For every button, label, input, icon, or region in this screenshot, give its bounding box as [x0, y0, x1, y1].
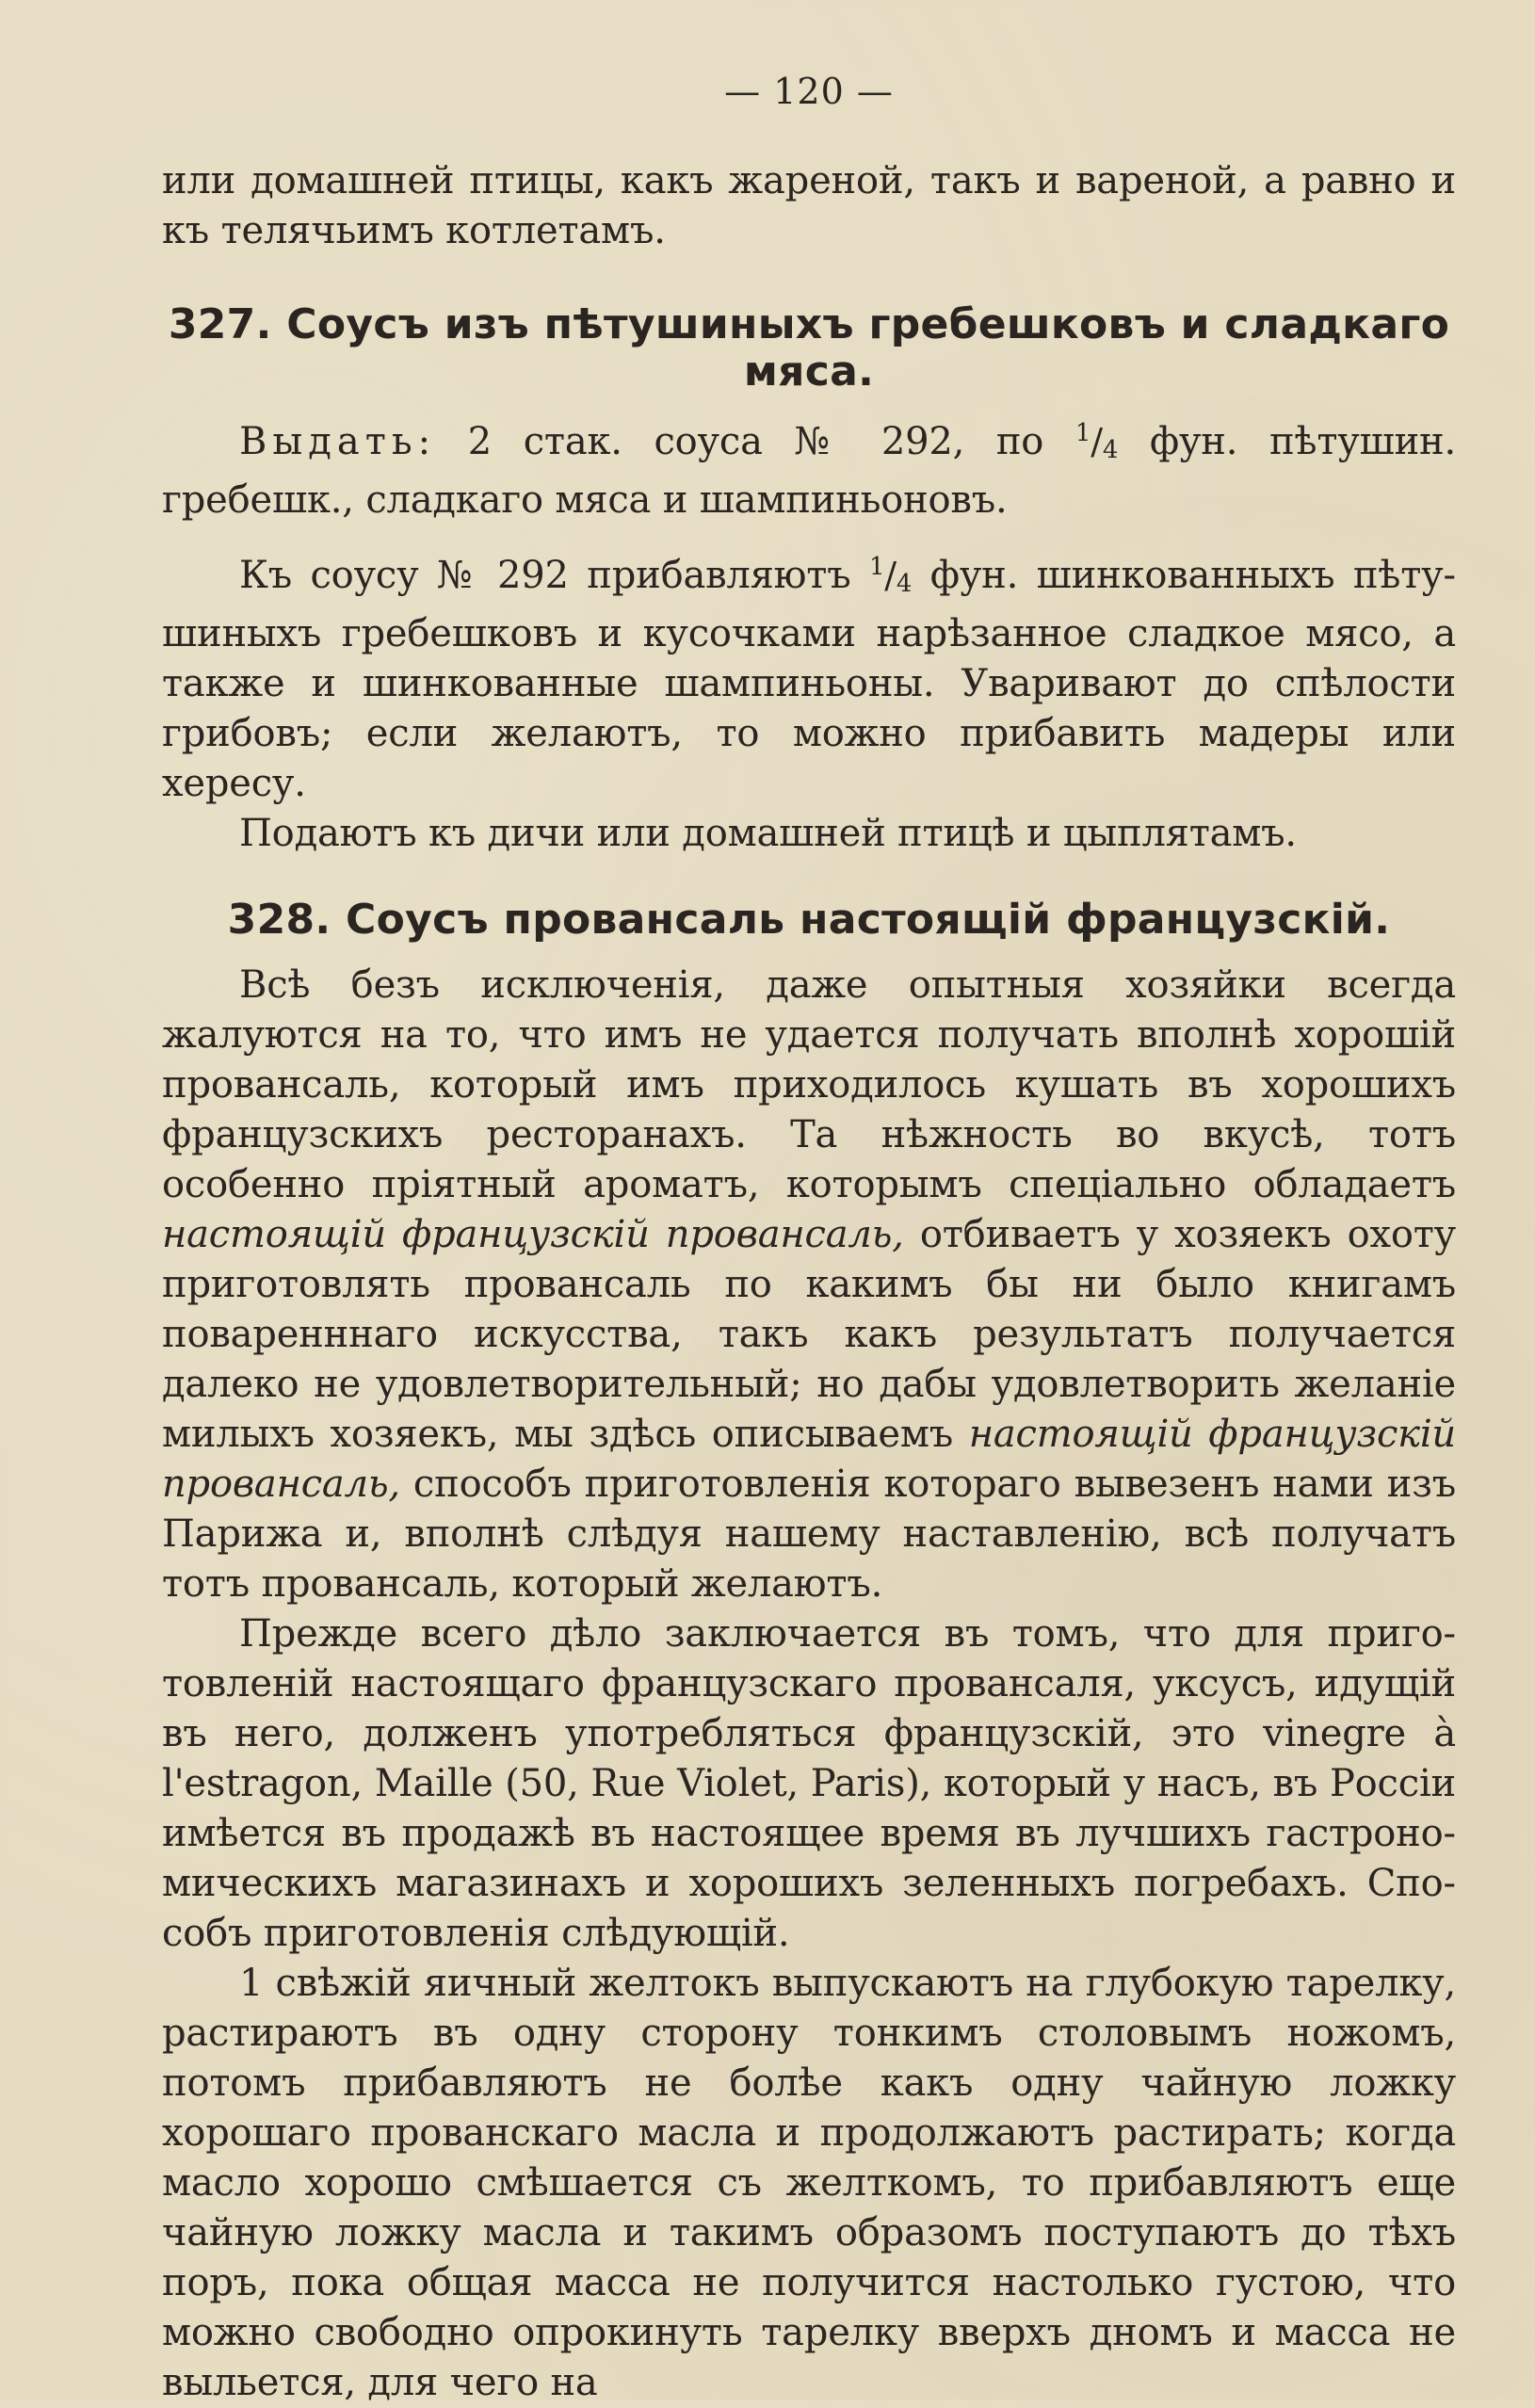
paragraph-text: Всѣ безъ исключенія, даже опытныя хозяйки всегда жалуются на то, что имъ не удается получать вполнѣ хорошій провансаль, который имъ приходилось кушать въ хорошихъ французскихъ ресторанахъ. Та нѣжность во вкусѣ, тотъ особенно пріятный ароматъ, которымъ спеціально обладаетъ — [162, 963, 1456, 1206]
italic-emphasis: настоящій французскій провансаль, — [162, 1213, 904, 1256]
fraction-numerator: 1 — [868, 553, 885, 581]
ingredients-text: 2 стак. соуса № 292, по — [467, 420, 1044, 463]
body-paragraph: Подаютъ къ дичи или домашней птицѣ и цыплятамъ. — [239, 812, 1297, 855]
recipe-title: 327. Соусъ изъ пѣтушиныхъ гребешковъ и сладкаго мяса. — [168, 300, 1450, 396]
fraction: $^1/_4$ — [1074, 419, 1119, 464]
paragraph-text: отбиваетъ у хозяекъ охоту приготовлять провансаль по какимъ бы ни было книгамъ поваренннаго искусства, такъ какъ результатъ получается далеко не удовлетворительный; но дабы удовлетворить желаніе милыхъ хозяекъ, мы здѣсь описываемъ — [162, 1213, 1457, 1456]
ingredients-paragraph — [162, 409, 1456, 525]
recipe-title: 328. Соусъ провансаль настоящій французскій. — [227, 896, 1391, 944]
italic-emphasis: настоящій французскій провансаль, — [162, 1413, 1456, 1506]
paragraph-text: фун. шинкованныхъ пѣтушиныхъ гребешковъ и кусочками нарѣзанное сладкое мясо, а также и шинкованные шампиньоны. Уваривают до спѣлости грибовъ; если желаютъ, то можно прибавить мадеры или хересу. — [162, 554, 1456, 805]
continuation-paragraph: или домашней птицы, какъ жареной, такъ и вареной, а равно и къ телячьимъ котлетамъ. — [162, 159, 1456, 252]
body-paragraph: 1 свѣжій яичный желтокъ выпускаютъ на глубокую тарелку, растираютъ въ одну сторону тонкимъ столовымъ ножомъ, потомъ прибавляютъ не болѣе какъ одну чайную ложку хорошаго прованскаго масла и продолжаютъ растирать; когда масло хорошо смѣшается съ желткомъ, то прибавляютъ еще чайную ложку масла и такимъ образомъ поступаютъ до тѣхъ поръ, пока общая масса не получится настолько густою, что можно свободно опрокинуть тарелку вверхъ дномъ и масса не выльется, для чего на — [162, 1962, 1456, 2404]
body-paragraph: Прежде всего дѣло заключается въ томъ, что для приготовленій настоящаго французскаго провансаля, уксусъ, идущій въ него, долженъ употребляться французскій, это vinegre à l'estragon, Maille (50, Rue Violet, Paris), который у насъ, въ Россіи имѣется въ продажѣ въ настоящее время въ лучшихъ гастрономическихъ магазинахъ и хорошихъ зеленныхъ погребахъ. Способъ приготовленія слѣдующій. — [162, 1612, 1456, 1955]
paragraph-text: Къ соусу № 292 прибавляютъ — [239, 554, 851, 597]
ingredients-text: фун. пѣтушин. гребешк., сладкаго мяса и шампиньоновъ. — [162, 420, 1457, 522]
book-page — [162, 73, 1456, 2408]
recipe-328 — [162, 897, 1456, 2408]
fraction: $^1/_4$ — [868, 553, 913, 598]
ingredients-label: Выдать: — [239, 420, 437, 463]
fraction-denominator: 4 — [896, 570, 913, 598]
page-number: — 120 — — [724, 71, 894, 112]
body-paragraph — [162, 961, 1456, 1609]
fraction-numerator: 1 — [1074, 419, 1091, 447]
paragraph-text: способъ приготовленія котораго вывезенъ нами изъ Парижа и, вполнѣ слѣдуя нашему наставленію, всѣ получатъ тотъ провансаль, который желаютъ. — [162, 1463, 1456, 1606]
body-paragraph — [162, 542, 1456, 809]
recipe-327 — [162, 301, 1456, 859]
fraction-denominator: 4 — [1102, 436, 1119, 464]
